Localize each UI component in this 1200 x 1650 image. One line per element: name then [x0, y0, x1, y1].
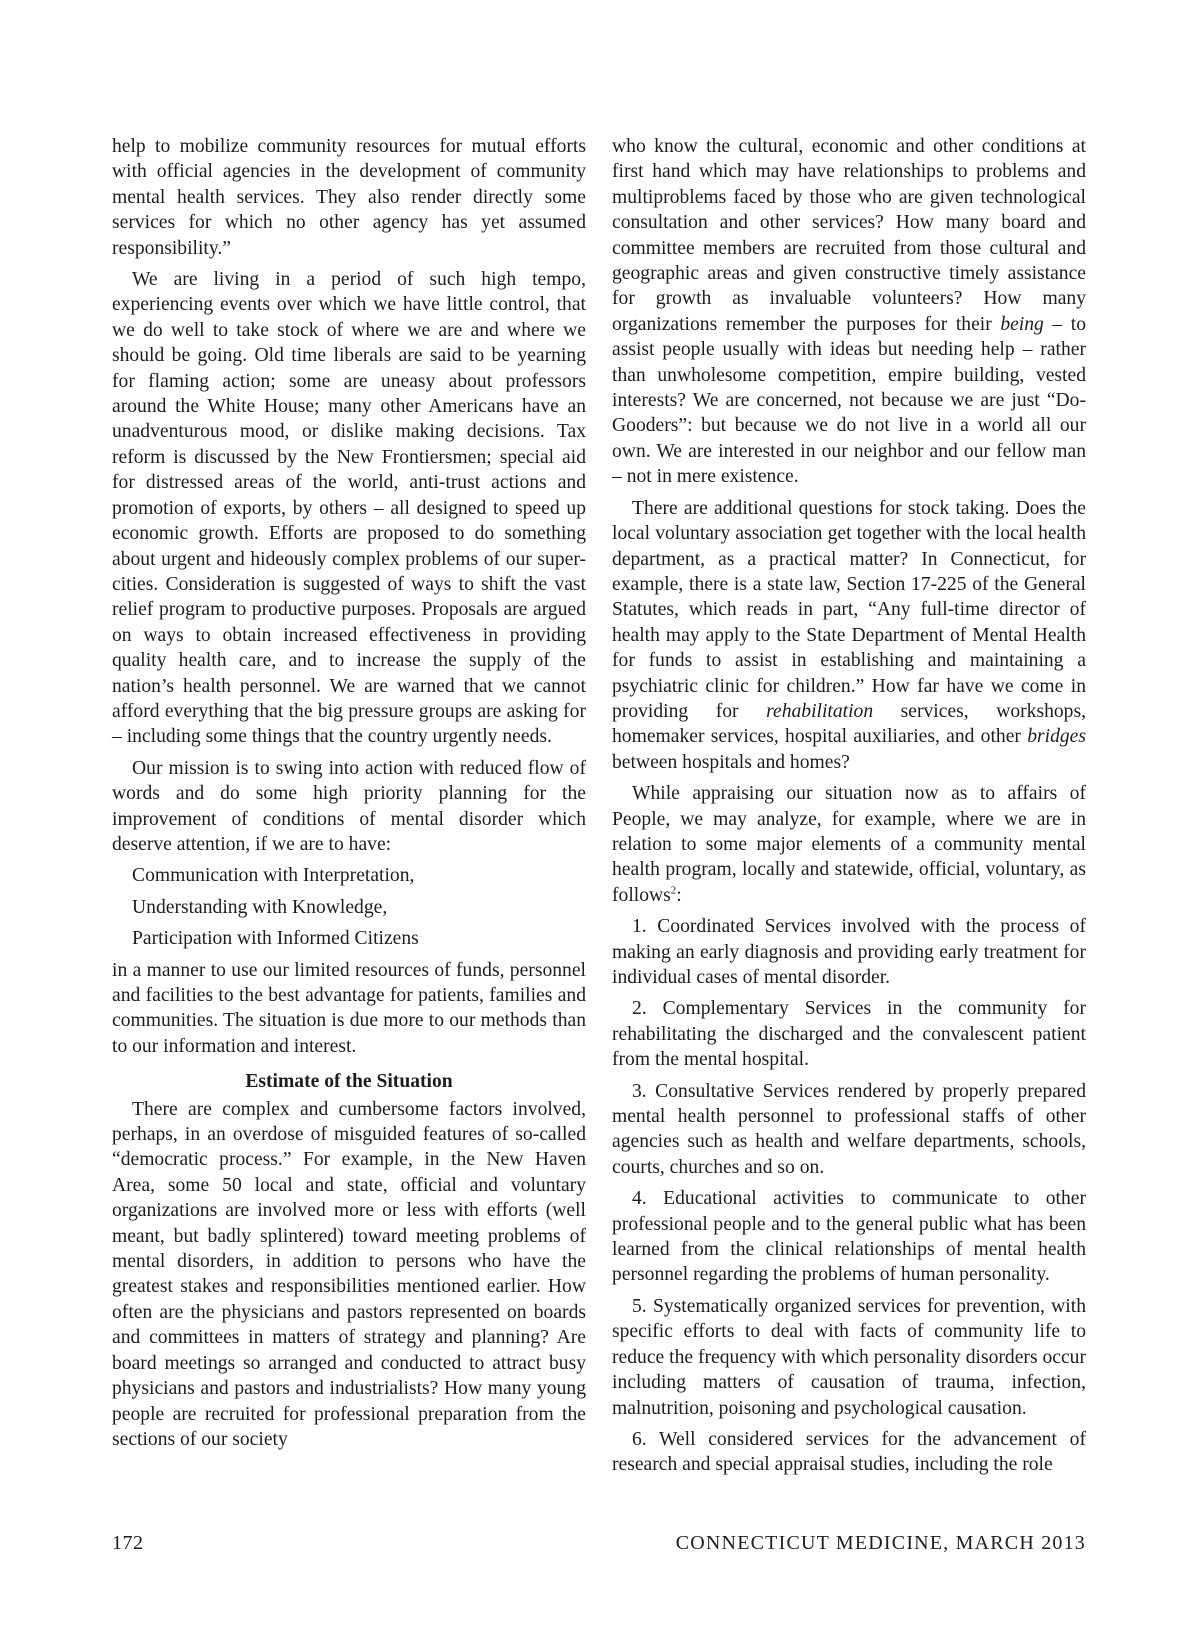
text-run: While appraising our situation now as to affairs of People, we may analyze, for example, where we are in relation to some major elements of a community mental health program, locally and statewide, official, voluntary, as follows: [612, 783, 1086, 906]
paragraph: [612, 496, 1086, 775]
paragraph: There are complex and cumbersome factors involved, perhaps, in an overdose of misguided features of so-called “democratic process.” For example, in the New Haven Area, some 50 local and state, official and voluntary organizations are involved more or less with efforts (well meant, but badly splintered) toward meeting problems of mental disorders, in addition to persons who have the greatest stakes and responsibilities mentioned earlier. How often are the physicians and pastors represented on boards and committees in matters of strategy and planning? Are board meetings so arranged and conducted to attract busy physicians and pastors and industrialists? How many young people are recruited for professional preparation from the sections of our society: [112, 1098, 586, 1450]
footnote-ref: 2: [670, 884, 677, 897]
paragraph: in a manner to use our limited resources of funds, personnel and facilities to the best advantage for patients, families and communities. The situation is due more to our methods than to our information and interest.: [112, 959, 586, 1057]
text-run: There are additional questions for stock taking. Does the local voluntary association get together with the local health department, as a practical matter? In Connecticut, for example, there is a state law, Section 17-225 of the General Statutes, which reads in part, “Any full-time director of health may apply to the State Department of Mental Health for funds to assist in establishing and maintaining a psychiatric clinic for children.” How far have we come in providing for: [612, 497, 1086, 722]
numbered-item: 1. Coordinated Services involved with the process of making an early diagnosis and providing early treatment for individual cases of mental disorder.: [612, 916, 1086, 988]
text-run: services, workshops, homemaker services, hospital auxiliaries, and other: [612, 700, 1086, 748]
italic-text: bridges: [1027, 726, 1086, 748]
paragraph: We are living in a period of such high tempo, experiencing events over which we have little control, that we do well to take stock of where we are and where we should be going. Old time liberals are said to be yearning for flaming action; some are uneasy about professors around the White House; many other Americans have an unadventurous mood, or dislike making decisions. Tax reform is discussed by the New Frontiersmen; special aid for distressed areas of the world, anti-trust actions and promotion of exports, by others – all designed to speed up economic growth. Efforts are proposed to do something about urgent and hideously complex problems of our super-cities. Consideration is suggested of ways to shift the vast relief program to productive purposes. Proposals are argued on ways to obtain increased effectiveness in providing quality health care, and to increase the supply of the nation’s health personnel. We are warned that we cannot afford everything that the big pressure groups are asking for – including some things that the country urgently needs.: [112, 269, 586, 748]
numbered-item: 5. Systematically organized services for prevention, with specific efforts to deal with facts of community life to reduce the frequency with which personality disorders occur including matters of causation of trauma, infection, malnutrition, poisoning and psychological causation.: [612, 1295, 1086, 1419]
numbered-item: 6. Well considered services for the advancement of research and special appraisal studies, including the role: [612, 1428, 1086, 1476]
list-item: Understanding with Knowledge,: [132, 896, 388, 918]
list-item: Communication with Interpretation,: [132, 865, 415, 887]
list-item: Participation with Informed Citizens: [132, 928, 419, 950]
paragraph: [612, 781, 1086, 908]
text-run: who know the cultural, economic and other conditions at first hand which may have relationships to problems and multiproblems faced by those who are given technological consultation and other services? How many board and committee members are recruited from those cultural and geographic areas and given constructive timely assistance for growth as invaluable volunteers? How many organizations remember the purposes for their: [612, 136, 1086, 335]
text-run: :: [676, 884, 682, 906]
running-footer: CONNECTICUT MEDICINE, MARCH 2013: [675, 1532, 1086, 1554]
right-column: [612, 134, 1086, 1484]
numbered-item: 4. Educational activities to communicate to other professional people and to the general public what has been learned from the clinical relationships of mental health personnel regarding the problems of human personality.: [612, 1188, 1086, 1286]
paragraph: help to mobilize community resources for mutual efforts with official agencies in the development of community mental health services. They also render directly some services for which no other agency has yet assumed responsibility.”: [112, 136, 586, 259]
left-column: [112, 134, 586, 1458]
italic-text: being: [1000, 313, 1044, 335]
text-run: between hospitals and homes?: [612, 751, 850, 773]
italic-text: rehabilitation: [766, 700, 874, 722]
paragraph: [612, 134, 1086, 490]
section-heading: Estimate of the Situation: [245, 1071, 453, 1093]
paragraph: Our mission is to swing into action with reduced flow of words and do some high priority planning for the improvement of conditions of mental disorder which deserve attention, if we are to have:: [112, 757, 586, 855]
text-run: – to assist people usually with ideas but needing help – rather than unwholesome competition, empire building, vested interests? We are concerned, not because we are just “Do-Gooders”: but because we do not live in a world all our own. We are interested in our neighbor and our fellow man – not in mere existence.: [612, 313, 1086, 488]
numbered-item: 3. Consultative Services rendered by properly prepared mental health personnel to professional staffs of other agencies such as health and welfare departments, schools, courts, churches and so on.: [612, 1080, 1086, 1178]
page-number: 172: [112, 1532, 144, 1554]
numbered-item: 2. Complementary Services in the community for rehabilitating the discharged and the convalescent patient from the mental hospital.: [612, 998, 1086, 1071]
